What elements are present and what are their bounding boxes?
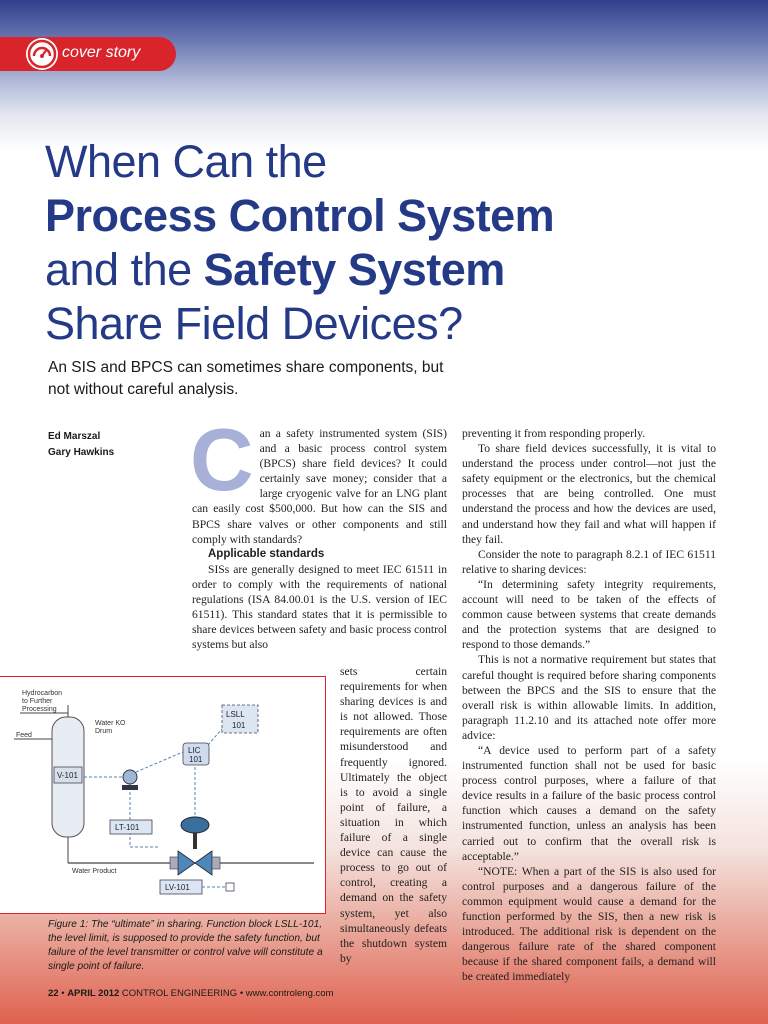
magazine-logo-icon (26, 38, 58, 70)
section-tab (0, 37, 176, 71)
author-name: Ed Marszal (48, 431, 101, 442)
label-hydrocarbon: Hydrocarbon (22, 690, 63, 697)
headline-line-4: Share Field Devices? (45, 298, 463, 349)
headline-line-2 (45, 189, 745, 243)
body-paragraph: This is not a normative requirement but states that careful thought is required before sharing components between the BPCS and the SIS to ensure that the overall risk is within allowable limits. In addition, paragraph 11.2.10 and its attached note offer more advice: (462, 653, 716, 742)
quote-paragraph: “In determining safety integrity requirements, account will need to be taken of the effects of common cause between systems that create demands and the protection systems that are designed to respond to those demands.” (462, 577, 716, 652)
label-hydrocarbon: Processing (22, 706, 57, 713)
label-lsll101: 101 (232, 721, 246, 730)
issue-date: APRIL 2012 (67, 988, 120, 999)
headline (45, 135, 745, 351)
label-lsll101: LSLL (226, 710, 245, 719)
label-water-ko: Water KO (95, 720, 126, 727)
headline-line-3-pre: and the (45, 244, 204, 295)
body-paragraph: SISs are generally designed to meet IEC 61511 in order to comply with the requirements of national regulations (ISA 84.00.01 is the U.S. version of IEC 61511). This standard states that it is permissible to share devices between safety and basic process control systems but also (192, 562, 447, 652)
website-link[interactable]: www.controleng.com (245, 988, 334, 999)
label-lic101: LIC (188, 746, 201, 755)
page-footer (48, 988, 333, 999)
body-paragraph: Consider the note to paragraph 8.2.1 of IEC 61511 relative to sharing devices: (462, 547, 716, 576)
label-water-ko: Drum (95, 728, 113, 735)
process-diagram (0, 677, 324, 913)
section-subhead: Applicable standards (208, 547, 325, 560)
body-paragraph: To share field devices successfully, it is vital to understand the process under control—not just the safety equipment or the electronics, but the chemical processes that are being controlled. One must understand the process and how the devices are used, and understand how they fail and what will happen if they fail. (462, 442, 716, 546)
label-feed: Feed (16, 732, 32, 739)
figure-caption: Figure 1: The “ultimate” in sharing. Function block LSLL-101, the level limit, is supposed to provide the safety function, but failure of the level transmitter or control valve will constitute a single point of failure. (48, 919, 323, 972)
label-lic101: 101 (189, 755, 203, 764)
body-paragraph: preventing it from responding properly. (462, 427, 646, 440)
article-column-2 (462, 426, 716, 984)
body-paragraph: sets certain requirements for when sharing devices is and is not allowed. Those requirements are often misunderstood and frequently ignored. Ultimately the object is to avoid a single point of failure, a situation in which failure of a single device can cause the process to go out of control, creating a demand on the safety system, yet also simultaneously defeats the shutdown system by (340, 665, 447, 965)
intro-paragraph: an a safety instrumented system (SIS) and a basic process control system (BPCS) share field devices? It could certainly save money; consider that a large cryogenic valve for an LNG plant can easily cost $500,000. But how can the SIS and BPCS share valves or other components and still comply with standards? (192, 427, 447, 546)
drop-cap: C (190, 410, 254, 509)
label-v101: V-101 (57, 771, 78, 780)
section-label: cover story (62, 44, 141, 61)
article-column-1 (190, 410, 447, 652)
headline-line-3 (45, 243, 745, 297)
article-column-1-continued (340, 664, 447, 966)
headline-line-3-bold: Safety System (203, 244, 505, 295)
publication-name: CONTROL ENGINEERING (119, 988, 238, 999)
headline-line-1: When Can the (45, 136, 327, 187)
separator: • (239, 988, 244, 999)
byline (48, 429, 114, 461)
author-name: Gary Hawkins (48, 447, 115, 458)
label-lv101: LV-101 (165, 883, 190, 892)
separator: • (61, 988, 65, 999)
figure-process-diagram (0, 676, 326, 914)
label-lt101: LT-101 (115, 823, 140, 832)
headline-line-2-bold: Process Control System (45, 190, 555, 241)
label-water-product: Water Product (72, 868, 117, 875)
deck-subtitle: An SIS and BPCS can sometimes share components, but not without careful analysis. (48, 359, 444, 398)
label-hydrocarbon: to Further (22, 698, 53, 705)
quote-paragraph: “NOTE: When a part of the SIS is also used for control purposes and a dangerous failure of the common equipment would cause a demand for the function performed by the SIS, then a new risk is introduced. The additional risk is dependent on the dangerous failure rate of the shared component because if the shared component fails, a demand will be created immediately (462, 864, 716, 984)
page-number: 22 (48, 988, 59, 999)
quote-paragraph: “A device used to perform part of a safety instrumented function shall not be used for basic process control purposes, where a failure of that device results in a failure of the basic process control function which causes a demand on the safety instrumented function, unless an analysis has been carried out to confirm that the overall risk is acceptable.” (462, 743, 716, 863)
